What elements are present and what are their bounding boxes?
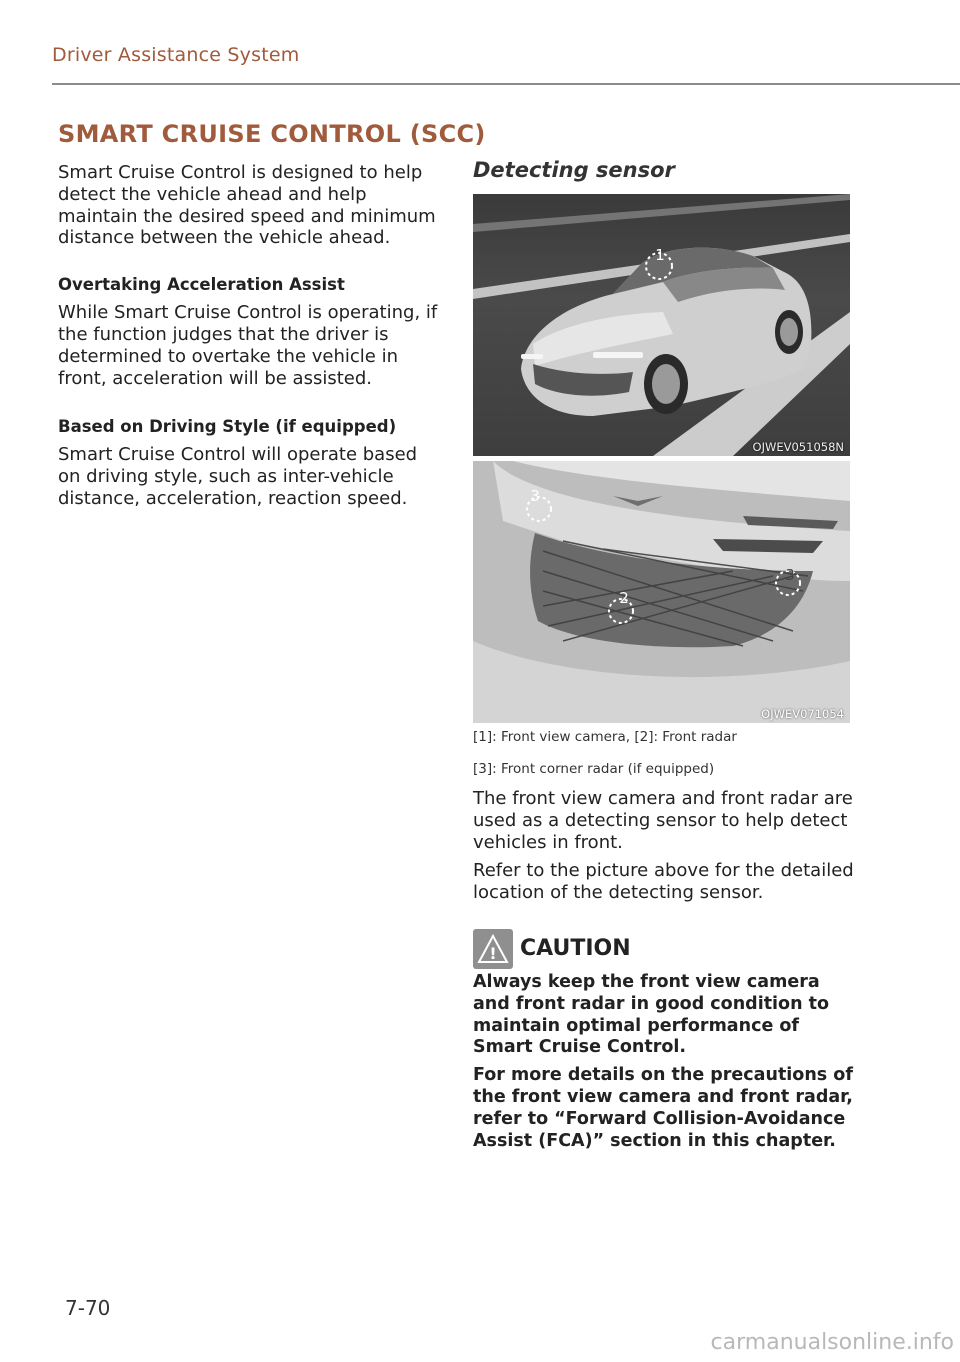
- caution-label: CAUTION: [520, 936, 631, 961]
- description-paragraph-2: Refer to the picture above for the detailed location of the detecting sensor.: [473, 860, 854, 904]
- figure-caption-2: [3]: Front corner radar (if equipped): [473, 761, 715, 777]
- car-overview-illustration: [473, 194, 850, 456]
- callout-3-left-label: 3: [530, 487, 540, 505]
- page-number: 7-70: [65, 1296, 111, 1320]
- driving-style-text: Smart Cruise Control will operate based on driving style, such as inter-vehicle distance, acceleration, reaction speed.: [58, 444, 418, 509]
- callout-1-label: 1: [655, 246, 665, 264]
- callout-3-right-label: 3: [785, 566, 795, 584]
- intro-paragraph: Smart Cruise Control is designed to help detect the vehicle ahead and help maintain the desired speed and minimum distance between the vehicle ahead.: [58, 162, 436, 249]
- car-overview-figure: [473, 194, 850, 456]
- caution-paragraph-2: For more details on the precautions of the front view camera and front radar, refer to “Forward Collision-Avoidance Assist (FCA)” section in this chapter.: [473, 1065, 853, 1151]
- detecting-sensor-description: [473, 788, 858, 904]
- front-sensors-figure: [473, 461, 850, 723]
- watermark: carmanualsonline.info: [710, 1330, 954, 1355]
- overtaking-assist-text: While Smart Cruise Control is operating, if the function judges that the driver is determined to overtake the vehicle in front, acceleration will be assisted.: [58, 302, 438, 389]
- left-column: [58, 160, 438, 510]
- caution-paragraph-1: Always keep the front view camera and front radar in good condition to maintain optimal performance of Smart Cruise Control.: [473, 972, 830, 1058]
- figure-caption-1: [1]: Front view camera, [2]: Front radar: [473, 729, 737, 745]
- section-header: Driver Assistance System: [52, 44, 300, 66]
- page-title: SMART CRUISE CONTROL (SCC): [58, 120, 486, 148]
- detecting-sensor-heading: Detecting sensor: [473, 158, 675, 182]
- driving-style-heading: Based on Driving Style (if equipped): [58, 417, 397, 437]
- header-divider: [52, 83, 960, 85]
- figure-2-code: OJWEV071054: [761, 707, 844, 721]
- warning-triangle-icon: [473, 929, 513, 969]
- description-paragraph-1: The front view camera and front radar are used as a detecting sensor to help detect vehicles in front.: [473, 788, 853, 853]
- right-column-heading-area: [473, 158, 853, 182]
- overtaking-assist-heading: Overtaking Acceleration Assist: [58, 275, 345, 295]
- figure-1-code: OJWEV051058N: [752, 440, 844, 454]
- caution-body: [473, 972, 858, 1152]
- svg-text:!: !: [489, 944, 497, 963]
- callout-2-label: 2: [619, 589, 629, 607]
- front-sensors-illustration: [473, 461, 850, 723]
